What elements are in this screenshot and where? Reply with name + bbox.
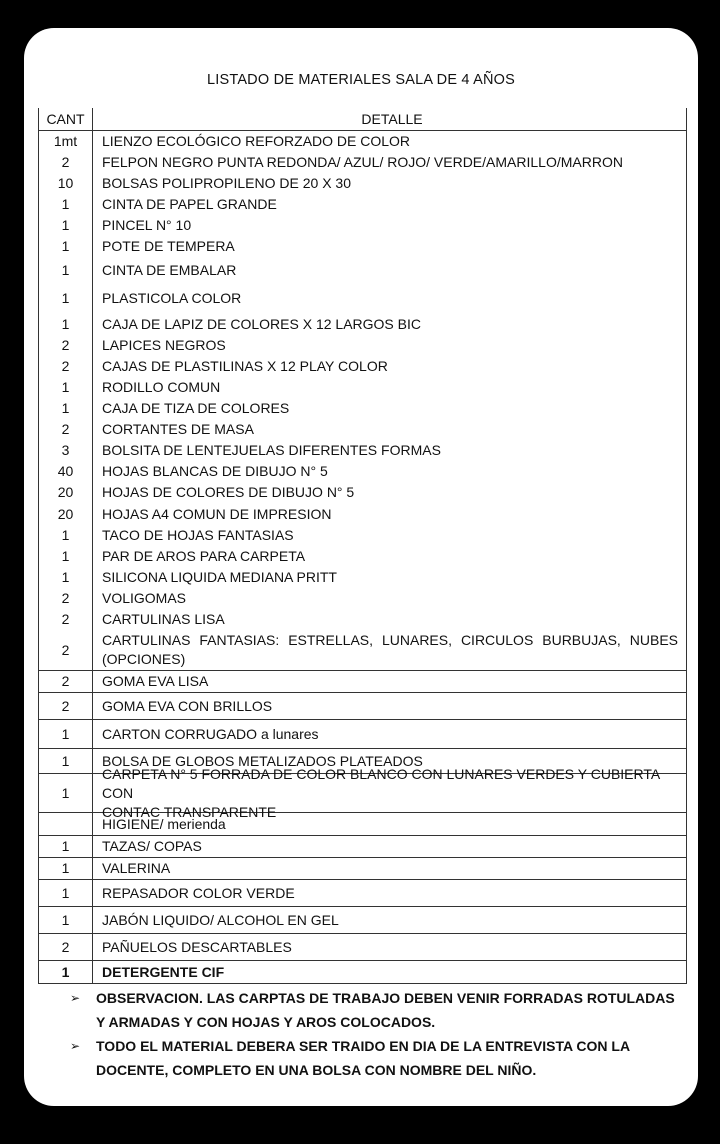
table-row <box>39 720 686 749</box>
item-desc: PINCEL N° 10 <box>102 217 192 233</box>
item-desc: CINTA DE EMBALAR <box>102 261 237 278</box>
item-desc: TACO DE HOJAS FANTASIAS <box>102 527 294 543</box>
table-row <box>39 765 686 820</box>
item-desc: HOJAS DE COLORES DE DIBUJO N° 5 <box>102 484 355 500</box>
item-desc: GOMA EVA CON BRILLOS <box>102 697 273 714</box>
table-row <box>39 546 686 567</box>
item-qty: 1 <box>39 961 93 983</box>
item-qty: 2 <box>39 630 93 670</box>
item-qty: 2 <box>39 671 93 692</box>
table-row <box>39 398 686 419</box>
item-qty: 20 <box>39 482 93 503</box>
item-qty <box>39 813 93 835</box>
item-qty: 2 <box>39 693 93 719</box>
item-qty: 1 <box>39 215 93 236</box>
item-qty: 40 <box>39 461 93 482</box>
item-qty: 2 <box>39 609 93 630</box>
item-qty: 1 <box>39 720 93 748</box>
item-qty: 2 <box>39 588 93 609</box>
table-row <box>39 836 686 858</box>
item-qty: 1 <box>39 858 93 879</box>
item-qty: 1 <box>39 774 93 812</box>
item-desc: CINTA DE PAPEL GRANDE <box>102 196 277 212</box>
table-row <box>39 461 686 482</box>
item-desc <box>93 631 686 669</box>
table-row <box>39 907 686 934</box>
table-row <box>39 215 686 236</box>
item-desc: HOJAS BLANCAS DE DIBUJO N° 5 <box>102 463 328 479</box>
table-row <box>39 503 686 525</box>
item-qty: 1 <box>39 283 93 313</box>
item-desc: REPASADOR COLOR VERDE <box>102 884 295 901</box>
item-desc: GOMA EVA LISA <box>102 673 209 689</box>
item-qty: 2 <box>39 335 93 356</box>
item-qty: 1 <box>39 546 93 567</box>
table-row <box>39 173 686 194</box>
item-desc: LIENZO ECOLÓGICO REFORZADO DE COLOR <box>102 133 411 149</box>
item-qty: 1 <box>39 257 93 283</box>
item-qty: 1 <box>39 567 93 588</box>
arrow-bullet-icon: ➢ <box>70 1039 81 1053</box>
table-row <box>39 813 686 836</box>
note-text: TODO EL MATERIAL DEBERA SER TRAIDO EN DIA DE LA ENTREVISTA CON LA DOCENTE, COMPLETO EN UNA BOLSA CON NOMBRE DEL NIÑO. <box>96 1038 630 1078</box>
item-desc: SILICONA LIQUIDA MEDIANA PRITT <box>102 569 337 585</box>
table-row <box>39 283 686 313</box>
item-desc: VALERINA <box>102 860 171 876</box>
header-desc: DETALLE <box>361 110 423 127</box>
table-row <box>39 257 686 283</box>
item-desc-line: CARPETA N° 5 FORRADA DE COLOR BLANCO CON LUNARES VERDES Y CUBIERTA CON <box>102 765 660 801</box>
document-page <box>24 28 698 1106</box>
notes-list <box>70 986 682 1082</box>
item-qty: 1 <box>39 236 93 257</box>
materials-table <box>38 108 687 984</box>
table-row <box>39 609 686 630</box>
item-desc: PAR DE AROS PARA CARPETA <box>102 548 306 564</box>
table-row <box>39 482 686 503</box>
item-desc: HIGIENE/ merienda <box>102 815 226 832</box>
note-text: OBSERVACION. LAS CARPTAS DE TRABAJO DEBEN VENIR FORRADAS ROTULADAS Y ARMADAS Y CON HOJAS Y AROS COLOCADOS. <box>96 990 675 1030</box>
table-row <box>39 356 686 377</box>
item-desc: RODILLO COMUN <box>102 379 221 395</box>
table-row <box>39 313 686 335</box>
table-row <box>39 419 686 440</box>
item-qty: 1 <box>39 880 93 906</box>
table-row <box>39 588 686 609</box>
item-desc-line: (OPCIONES) <box>102 651 186 667</box>
item-desc: BOLSITA DE LENTEJUELAS DIFERENTES FORMAS <box>102 442 441 458</box>
item-qty: 1 <box>39 525 93 546</box>
table-row <box>39 630 686 670</box>
note-item <box>70 1034 682 1082</box>
item-qty: 1mt <box>39 131 93 152</box>
item-qty: 1 <box>39 907 93 933</box>
arrow-bullet-icon: ➢ <box>70 991 81 1005</box>
item-qty: 1 <box>39 377 93 398</box>
table-row <box>39 377 686 398</box>
table-body <box>39 131 686 984</box>
item-qty: 1 <box>39 194 93 215</box>
table-row <box>39 335 686 356</box>
item-qty: 3 <box>39 440 93 461</box>
item-qty: 10 <box>39 173 93 194</box>
item-desc: DETERGENTE CIF <box>102 963 225 980</box>
item-desc-line: CARTULINAS FANTASIAS: ESTRELLAS, LUNARES, CIRCULOS BURBUJAS, NUBES <box>102 632 678 648</box>
table-row <box>39 236 686 257</box>
item-desc: VOLIGOMAS <box>102 590 187 606</box>
item-qty: 1 <box>39 749 93 773</box>
header-qty: CANT <box>39 108 93 130</box>
item-qty: 2 <box>39 419 93 440</box>
item-qty: 1 <box>39 313 93 335</box>
table-row <box>39 858 686 880</box>
item-desc: CAJA DE LAPIZ DE COLORES X 12 LARGOS BIC <box>102 315 421 332</box>
item-desc: TAZAS/ COPAS <box>102 838 202 854</box>
table-row <box>39 670 686 693</box>
item-desc: BOLSAS POLIPROPILENO DE 20 X 30 <box>102 175 351 191</box>
document-title: LISTADO DE MATERIALES SALA DE 4 AÑOS <box>206 72 516 88</box>
item-desc: BOLSA DE GLOBOS METALIZADOS PLATEADOS <box>102 752 423 769</box>
item-desc: FELPON NEGRO PUNTA REDONDA/ AZUL/ ROJO/ VERDE/AMARILLO/MARRON <box>102 154 623 170</box>
table-row <box>39 693 686 720</box>
item-qty: 2 <box>39 934 93 960</box>
item-desc <box>93 765 686 822</box>
item-desc: JABÓN LIQUIDO/ ALCOHOL EN GEL <box>102 911 339 928</box>
table-row <box>39 440 686 461</box>
item-desc: PLASTICOLA COLOR <box>102 289 242 306</box>
table-row <box>39 152 686 173</box>
item-qty: 2 <box>39 152 93 173</box>
item-qty: 1 <box>39 836 93 857</box>
item-qty: 1 <box>39 398 93 419</box>
table-row <box>39 567 686 588</box>
item-desc: HOJAS A4 COMUN DE IMPRESION <box>102 505 332 522</box>
table-row <box>39 961 686 984</box>
item-desc: POTE DE TEMPERA <box>102 238 235 254</box>
item-qty: 2 <box>39 356 93 377</box>
item-qty: 20 <box>39 503 93 525</box>
table-row <box>39 131 686 152</box>
item-desc-line: CONTAC TRANSPARENTE <box>102 803 277 820</box>
table-row <box>39 194 686 215</box>
item-desc: CARTULINAS LISA <box>102 611 225 627</box>
item-desc: PAÑUELOS DESCARTABLES <box>102 938 292 955</box>
item-desc: CORTANTES DE MASA <box>102 421 254 437</box>
item-desc: LAPICES NEGROS <box>102 337 226 353</box>
item-desc: CAJAS DE PLASTILINAS X 12 PLAY COLOR <box>102 358 388 374</box>
item-desc: CARTON CORRUGADO a lunares <box>102 725 319 742</box>
note-item <box>70 986 682 1034</box>
item-desc: CAJA DE TIZA DE COLORES <box>102 400 290 416</box>
table-row <box>39 880 686 907</box>
table-row <box>39 525 686 546</box>
table-header-row <box>39 108 686 131</box>
table-row <box>39 934 686 961</box>
